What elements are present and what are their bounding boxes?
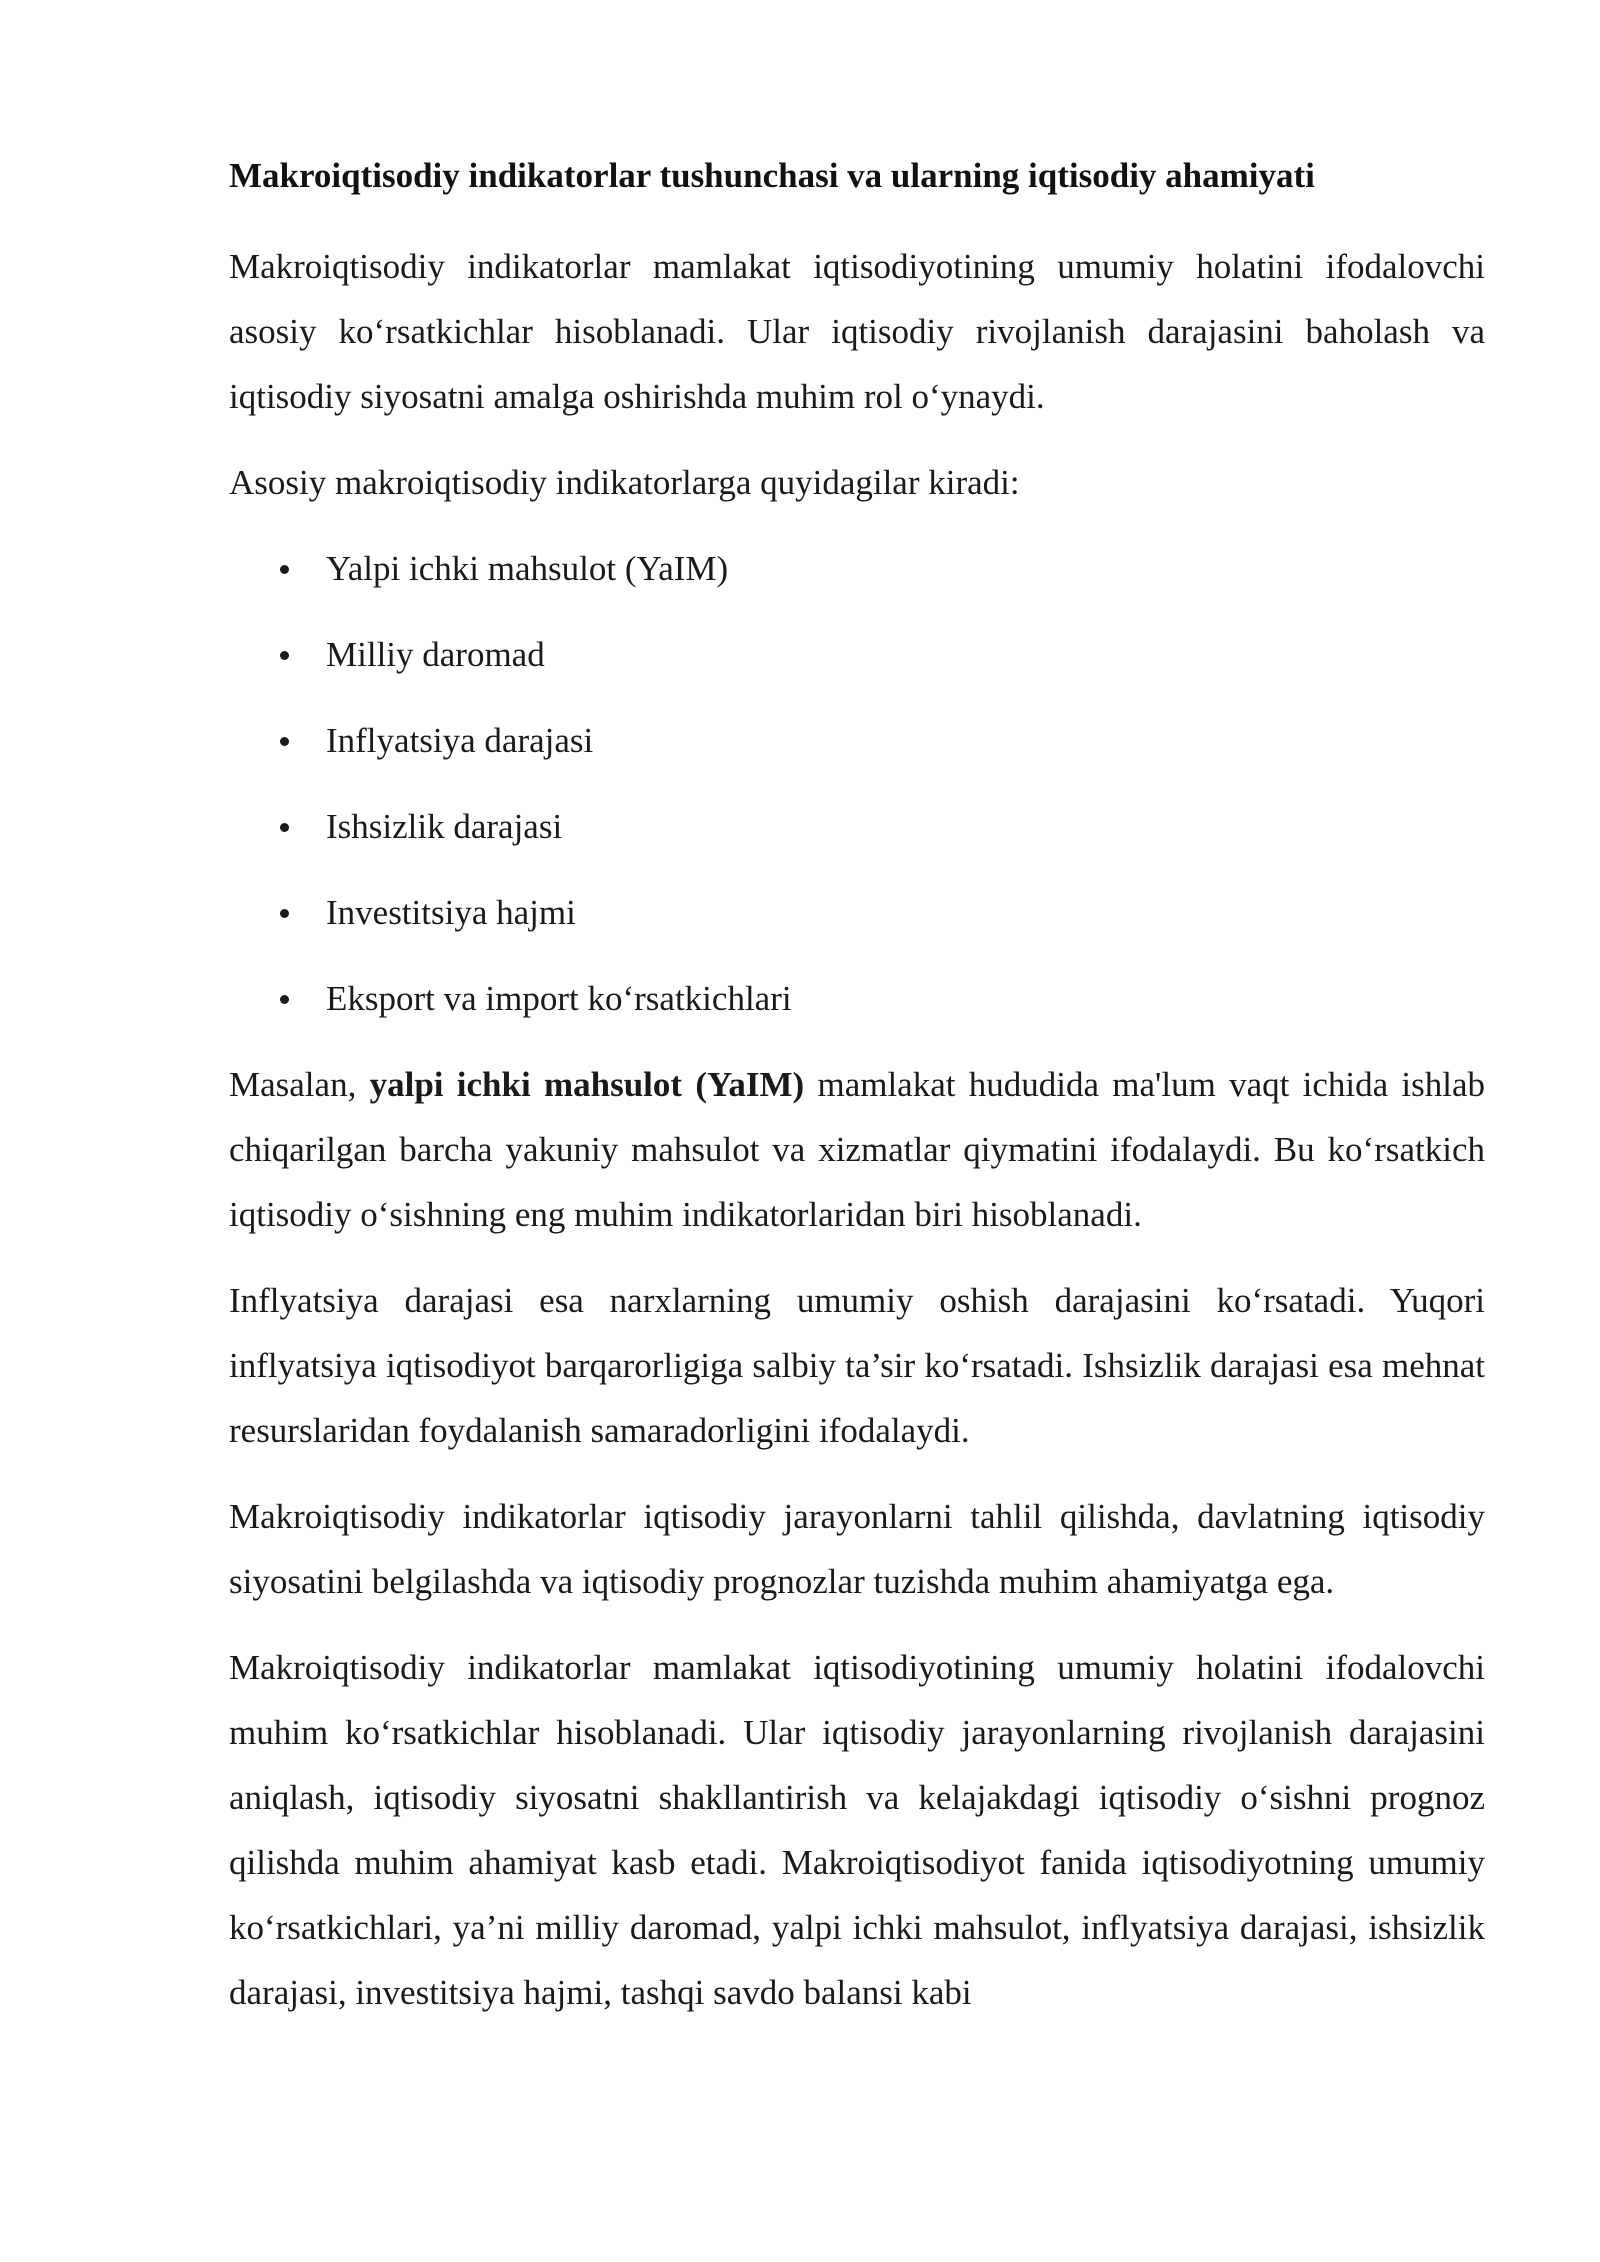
- bullet-icon: [280, 651, 289, 660]
- bullet-icon: [280, 995, 289, 1004]
- document-page: [229, 148, 1485, 2025]
- bullet-icon: [280, 823, 289, 832]
- list-item: [229, 880, 1485, 945]
- example-prefix: Masalan,: [229, 1065, 370, 1104]
- inflation-paragraph: Inflyatsiya darajasi esa narxlarning umumiy oshish darajasini ko‘rsatadi. Yuqori inflyatsiya iqtisodiyot barqarorligiga salbiy ta’sir ko‘rsatadi. Ishsizlik darajasi esa mehnat resurslaridan foydalanish samaradorligini ifodalaydi.: [229, 1281, 1485, 1450]
- intro-paragraph: Makroiqtisodiy indikatorlar mamlakat iqtisodiyotining umumiy holatini ifodalovchi asosiy ko‘rsatkichlar hisoblanadi. Ular iqtisodiy rivojlanish darajasini baholash va iqtisodiy siyosatni amalga oshirishda muhim rol o‘ynaydi.: [229, 247, 1485, 416]
- document-title: Makroiqtisodiy indikatorlar tushunchasi va ularning iqtisodiy ahamiyati: [229, 156, 1315, 195]
- list-item: [229, 622, 1485, 687]
- list-item-label: Inflyatsiya darajasi: [326, 721, 594, 760]
- example-bold-term: yalpi ichki mahsulot (YaIM): [369, 1065, 805, 1104]
- list-item-label: Ishsizlik darajasi: [326, 807, 563, 846]
- list-item: [229, 708, 1485, 773]
- bullet-icon: [280, 737, 289, 746]
- list-item: [229, 794, 1485, 859]
- bullet-icon: [280, 909, 289, 918]
- bullet-icon: [280, 565, 289, 574]
- closing-paragraph: Makroiqtisodiy indikatorlar mamlakat iqtisodiyotining umumiy holatini ifodalovchi muhim ko‘rsatkichlar hisoblanadi. Ular iqtisodiy jarayonlarning rivojlanish darajasini aniqlash, iqtisodiy siyosatni shakllantirish va kelajakdagi iqtisodiy o‘sishni prognoz qilishda muhim ahamiyat kasb etadi. Makroiqtisodiyot fanida iqtisodiyotning umumiy ko‘rsatkichlari, ya’ni milliy daromad, yalpi ichki mahsulot, inflyatsiya darajasi, ishsizlik darajasi, investitsiya hajmi, tashqi savdo balansi kabi: [229, 1648, 1485, 2012]
- list-item: [229, 966, 1485, 1031]
- example-paragraph: [229, 1052, 1485, 1247]
- list-item: [229, 536, 1485, 601]
- list-item-label: Milliy daromad: [326, 635, 545, 674]
- significance-paragraph: Makroiqtisodiy indikatorlar iqtisodiy jarayonlarni tahlil qilishda, davlatning iqtisodiy siyosatini belgilashda va iqtisodiy prognozlar tuzishda muhim ahamiyatga ega.: [229, 1497, 1485, 1601]
- list-item-label: Eksport va import ko‘rsatkichlari: [326, 979, 792, 1018]
- list-item-label: Yalpi ichki mahsulot (YaIM): [326, 549, 729, 588]
- list-item-label: Investitsiya hajmi: [326, 893, 576, 932]
- example-rest: mamlakat hududida ma'lum vaqt ichida ishlab chiqarilgan barcha yakuniy mahsulot va xizmatlar qiymatini ifodalaydi. Bu ko‘rsatkich iqtisodiy o‘sishning eng muhim indikatorlaridan biri hisoblanadi.: [229, 1065, 1485, 1234]
- indicator-list: [229, 536, 1485, 1031]
- list-intro-paragraph: Asosiy makroiqtisodiy indikatorlarga quyidagilar kiradi:: [229, 463, 1020, 502]
